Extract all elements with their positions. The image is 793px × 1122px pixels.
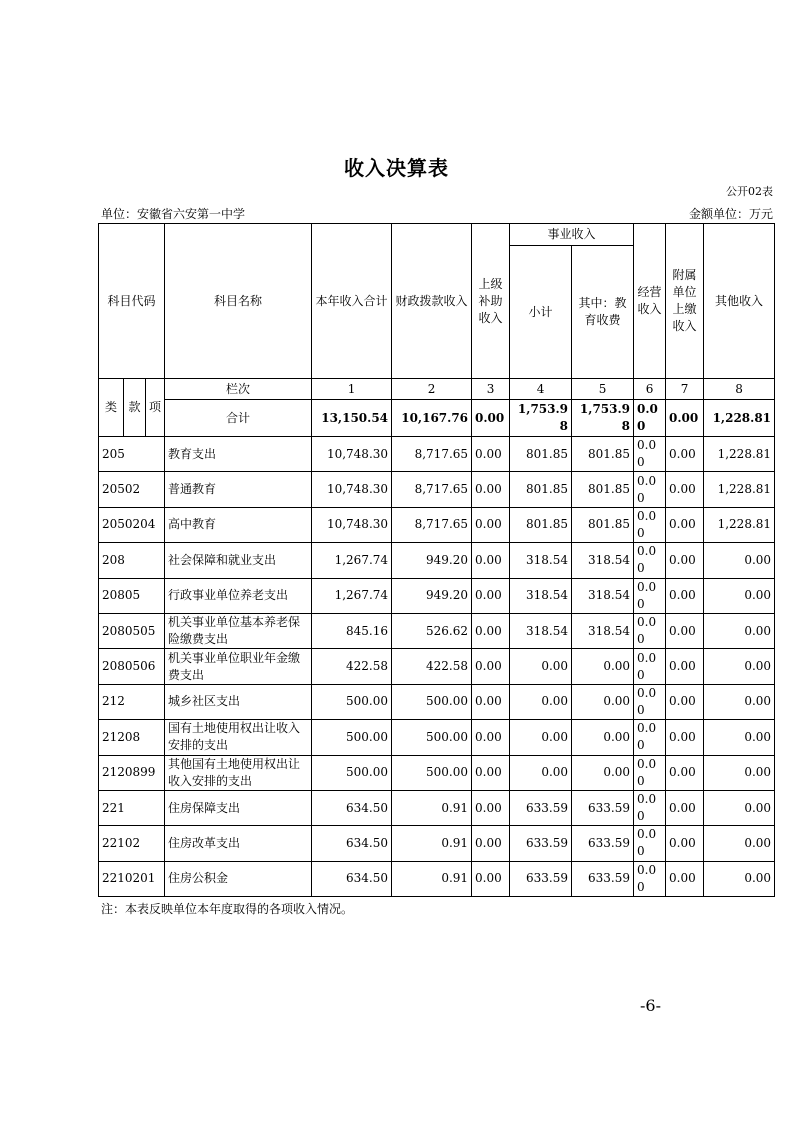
row-name: 住房保障支出 xyxy=(165,790,312,825)
page-number: -6- xyxy=(640,996,661,1015)
unit-label: 单位：安徽省六安第一中学 xyxy=(101,207,246,221)
table-row xyxy=(99,507,775,542)
row-operating: 0.00 xyxy=(634,613,666,648)
row-career-sub: 801.85 xyxy=(510,437,572,472)
row-superior: 0.00 xyxy=(472,790,510,825)
row-other: 0.00 xyxy=(704,826,775,861)
row-career-edu: 633.59 xyxy=(572,861,634,896)
row-career-edu: 0.00 xyxy=(572,684,634,719)
row-operating: 0.00 xyxy=(634,755,666,790)
row-superior: 0.00 xyxy=(472,649,510,684)
table-row xyxy=(99,543,775,578)
header-operating: 经营收入 xyxy=(634,224,666,379)
row-operating: 0.00 xyxy=(634,861,666,896)
amount-unit-label: 金额单位：万元 xyxy=(688,207,773,221)
row-career-sub: 0.00 xyxy=(510,720,572,755)
header-affiliate: 附属单位上缴收入 xyxy=(666,224,704,379)
header-code: 科目代码 xyxy=(99,224,165,379)
row-affiliate: 0.00 xyxy=(666,790,704,825)
row-career-sub: 801.85 xyxy=(510,472,572,507)
col-index: 6 xyxy=(634,379,666,400)
row-code: 20502 xyxy=(99,472,165,507)
row-fiscal: 500.00 xyxy=(392,684,472,719)
row-affiliate: 0.00 xyxy=(666,578,704,613)
row-career-sub: 633.59 xyxy=(510,790,572,825)
row-name: 机关事业单位职业年金缴费支出 xyxy=(165,649,312,684)
row-superior: 0.00 xyxy=(472,507,510,542)
col-index: 7 xyxy=(666,379,704,400)
row-code: 205 xyxy=(99,437,165,472)
table-row xyxy=(99,861,775,896)
row-fiscal: 8,717.65 xyxy=(392,437,472,472)
table-row xyxy=(99,472,775,507)
row-total: 634.50 xyxy=(312,861,392,896)
row-operating: 0.00 xyxy=(634,437,666,472)
header-other: 其他收入 xyxy=(704,224,775,379)
table-row xyxy=(99,613,775,648)
col-index: 3 xyxy=(472,379,510,400)
row-career-edu: 633.59 xyxy=(572,826,634,861)
row-operating: 0.00 xyxy=(634,507,666,542)
table-row xyxy=(99,684,775,719)
header-kuan: 款 xyxy=(124,379,146,437)
total-label: 合计 xyxy=(165,400,312,437)
row-other: 0.00 xyxy=(704,613,775,648)
row-operating: 0.00 xyxy=(634,543,666,578)
row-total: 845.16 xyxy=(312,613,392,648)
row-affiliate: 0.00 xyxy=(666,649,704,684)
row-total: 500.00 xyxy=(312,720,392,755)
row-name: 国有土地使用权出让收入安排的支出 xyxy=(165,720,312,755)
row-career-edu: 801.85 xyxy=(572,507,634,542)
row-total: 1,267.74 xyxy=(312,578,392,613)
row-operating: 0.00 xyxy=(634,826,666,861)
row-fiscal: 8,717.65 xyxy=(392,507,472,542)
row-career-edu: 0.00 xyxy=(572,720,634,755)
col-index: 4 xyxy=(510,379,572,400)
row-total: 10,748.30 xyxy=(312,507,392,542)
header-xiang: 项 xyxy=(146,379,165,437)
row-affiliate: 0.00 xyxy=(666,472,704,507)
row-code: 20805 xyxy=(99,578,165,613)
row-affiliate: 0.00 xyxy=(666,684,704,719)
table-row xyxy=(99,578,775,613)
row-career-sub: 318.54 xyxy=(510,543,572,578)
row-career-edu: 633.59 xyxy=(572,790,634,825)
row-career-sub: 0.00 xyxy=(510,755,572,790)
row-operating: 0.00 xyxy=(634,684,666,719)
row-other: 0.00 xyxy=(704,543,775,578)
row-affiliate: 0.00 xyxy=(666,720,704,755)
row-total: 10,748.30 xyxy=(312,472,392,507)
row-fiscal: 0.91 xyxy=(392,826,472,861)
row-career-sub: 318.54 xyxy=(510,613,572,648)
row-affiliate: 0.00 xyxy=(666,437,704,472)
header-name: 科目名称 xyxy=(165,224,312,379)
row-superior: 0.00 xyxy=(472,578,510,613)
row-other: 1,228.81 xyxy=(704,507,775,542)
row-code: 2120899 xyxy=(99,755,165,790)
table-row xyxy=(99,755,775,790)
row-fiscal: 500.00 xyxy=(392,720,472,755)
total-cell: 1,228.81 xyxy=(704,400,775,437)
row-career-edu: 801.85 xyxy=(572,437,634,472)
table-row xyxy=(99,720,775,755)
row-name: 其他国有土地使用权出让收入安排的支出 xyxy=(165,755,312,790)
row-fiscal: 526.62 xyxy=(392,613,472,648)
row-superior: 0.00 xyxy=(472,613,510,648)
row-affiliate: 0.00 xyxy=(666,613,704,648)
row-code: 221 xyxy=(99,790,165,825)
row-other: 0.00 xyxy=(704,790,775,825)
row-operating: 0.00 xyxy=(634,472,666,507)
row-career-sub: 801.85 xyxy=(510,507,572,542)
row-superior: 0.00 xyxy=(472,826,510,861)
total-cell: 0.00 xyxy=(666,400,704,437)
row-fiscal: 8,717.65 xyxy=(392,472,472,507)
table-row xyxy=(99,649,775,684)
row-career-sub: 318.54 xyxy=(510,578,572,613)
header-total: 本年收入合计 xyxy=(312,224,392,379)
row-superior: 0.00 xyxy=(472,720,510,755)
income-table xyxy=(98,223,775,897)
col-index: 2 xyxy=(392,379,472,400)
row-fiscal: 0.91 xyxy=(392,861,472,896)
total-cell: 10,167.76 xyxy=(392,400,472,437)
row-code: 212 xyxy=(99,684,165,719)
row-superior: 0.00 xyxy=(472,861,510,896)
row-fiscal: 422.58 xyxy=(392,649,472,684)
row-code: 2210201 xyxy=(99,861,165,896)
row-name: 高中教育 xyxy=(165,507,312,542)
row-other: 1,228.81 xyxy=(704,472,775,507)
header-superior: 上级补助收入 xyxy=(472,224,510,379)
row-other: 1,228.81 xyxy=(704,437,775,472)
row-name: 机关事业单位基本养老保险缴费支出 xyxy=(165,613,312,648)
row-career-edu: 801.85 xyxy=(572,472,634,507)
col-index: 5 xyxy=(572,379,634,400)
row-code: 2050204 xyxy=(99,507,165,542)
page-title: 收入决算表 xyxy=(344,156,449,180)
row-fiscal: 0.91 xyxy=(392,790,472,825)
header-career-group: 事业收入 xyxy=(510,224,634,246)
footnote: 注：本表反映单位本年度取得的各项收入情况。 xyxy=(101,902,354,916)
table-row xyxy=(99,790,775,825)
row-career-edu: 0.00 xyxy=(572,755,634,790)
row-operating: 0.00 xyxy=(634,720,666,755)
row-code: 21208 xyxy=(99,720,165,755)
row-operating: 0.00 xyxy=(634,578,666,613)
row-name: 社会保障和就业支出 xyxy=(165,543,312,578)
row-code: 2080505 xyxy=(99,613,165,648)
row-affiliate: 0.00 xyxy=(666,543,704,578)
row-career-sub: 633.59 xyxy=(510,861,572,896)
col-index: 8 xyxy=(704,379,775,400)
row-superior: 0.00 xyxy=(472,684,510,719)
row-career-edu: 0.00 xyxy=(572,649,634,684)
total-cell: 1,753.98 xyxy=(572,400,634,437)
row-name: 城乡社区支出 xyxy=(165,684,312,719)
row-affiliate: 0.00 xyxy=(666,826,704,861)
col-index: 1 xyxy=(312,379,392,400)
row-total: 1,267.74 xyxy=(312,543,392,578)
row-other: 0.00 xyxy=(704,578,775,613)
row-career-sub: 633.59 xyxy=(510,826,572,861)
row-career-edu: 318.54 xyxy=(572,543,634,578)
row-total: 500.00 xyxy=(312,684,392,719)
row-operating: 0.00 xyxy=(634,790,666,825)
row-code: 208 xyxy=(99,543,165,578)
row-other: 0.00 xyxy=(704,755,775,790)
total-row xyxy=(99,400,775,437)
total-cell: 1,753.98 xyxy=(510,400,572,437)
row-total: 634.50 xyxy=(312,826,392,861)
row-other: 0.00 xyxy=(704,684,775,719)
row-superior: 0.00 xyxy=(472,755,510,790)
row-code: 2080506 xyxy=(99,649,165,684)
row-career-edu: 318.54 xyxy=(572,613,634,648)
header-career-edu: 其中：教育收费 xyxy=(572,246,634,379)
form-number: 公开02表 xyxy=(726,185,773,198)
header-lei: 类 xyxy=(99,379,124,437)
row-fiscal: 949.20 xyxy=(392,578,472,613)
total-cell: 0.00 xyxy=(472,400,510,437)
row-name: 行政事业单位养老支出 xyxy=(165,578,312,613)
row-superior: 0.00 xyxy=(472,437,510,472)
total-cell: 0.00 xyxy=(634,400,666,437)
row-code: 22102 xyxy=(99,826,165,861)
row-fiscal: 500.00 xyxy=(392,755,472,790)
row-superior: 0.00 xyxy=(472,472,510,507)
row-name: 普通教育 xyxy=(165,472,312,507)
row-superior: 0.00 xyxy=(472,543,510,578)
row-total: 500.00 xyxy=(312,755,392,790)
table-row xyxy=(99,826,775,861)
header-career-sub: 小计 xyxy=(510,246,572,379)
row-fiscal: 949.20 xyxy=(392,543,472,578)
row-total: 10,748.30 xyxy=(312,437,392,472)
row-career-sub: 0.00 xyxy=(510,649,572,684)
table-row xyxy=(99,437,775,472)
total-cell: 13,150.54 xyxy=(312,400,392,437)
row-total: 422.58 xyxy=(312,649,392,684)
row-affiliate: 0.00 xyxy=(666,861,704,896)
header-fiscal: 财政拨款收入 xyxy=(392,224,472,379)
row-affiliate: 0.00 xyxy=(666,755,704,790)
row-other: 0.00 xyxy=(704,720,775,755)
row-name: 住房改革支出 xyxy=(165,826,312,861)
row-career-edu: 318.54 xyxy=(572,578,634,613)
row-career-sub: 0.00 xyxy=(510,684,572,719)
row-total: 634.50 xyxy=(312,790,392,825)
header-lanci: 栏次 xyxy=(165,379,312,400)
row-other: 0.00 xyxy=(704,861,775,896)
row-name: 住房公积金 xyxy=(165,861,312,896)
row-name: 教育支出 xyxy=(165,437,312,472)
row-affiliate: 0.00 xyxy=(666,507,704,542)
row-operating: 0.00 xyxy=(634,649,666,684)
row-other: 0.00 xyxy=(704,649,775,684)
